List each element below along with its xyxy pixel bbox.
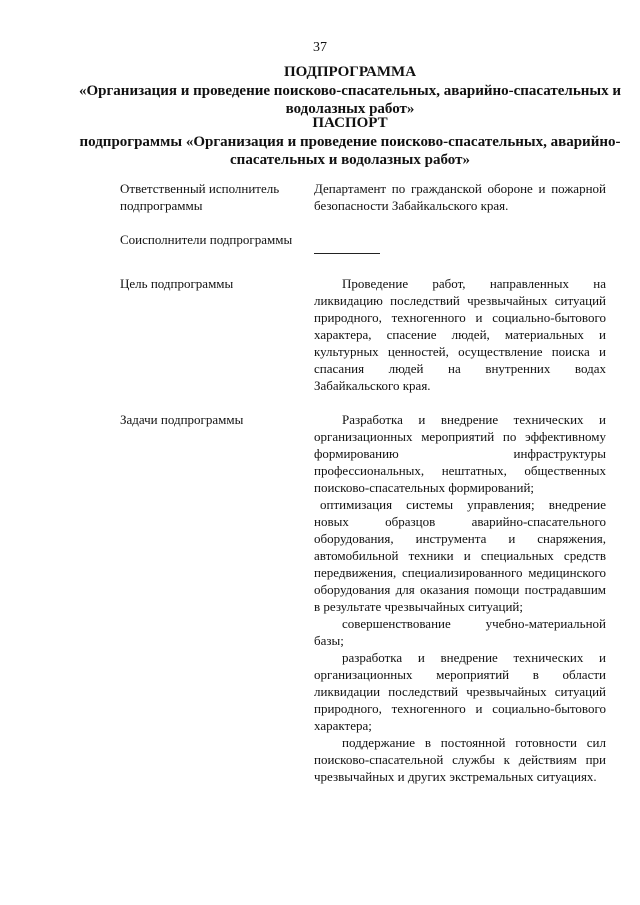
empty-value-line	[314, 253, 380, 254]
row-label: Цель подпрограммы	[120, 276, 234, 291]
subprogram-title: «Организация и проведение поисково-спасательных, аварийно-спасательных и водолазных работ»	[78, 83, 621, 117]
task-item: разработка и внедрение технических и организационных мероприятий в области ликвидации последствий чрезвычайных ситуаций природного, техногенного и социально-бытового характера;	[314, 650, 606, 733]
passport-row-coexecutors	[120, 231, 610, 258]
task-item: поддержание в постоянной готовности сил поисково-спасательной службы к действиям при чрезвычайных и других экстремальных ситуациях.	[314, 735, 606, 784]
row-value	[314, 180, 606, 214]
executor-text: Департамент по гражданской обороне и пожарной безопасности Забайкальского края.	[314, 181, 606, 213]
passport-title: подпрограммы «Организация и проведение поисково-спасательных, аварийно-спасательных и водолазных работ»	[79, 134, 621, 168]
task-item: Разработка и внедрение технических и организационных мероприятий по эффективному формированию инфраструктуры профессиональных, нештатных, общественных поисково-спасательных формирований;	[314, 412, 606, 495]
task-item: оптимизация системы управления; внедрение новых образцов аварийно-спасательного оборудования, инструмента и снаряжения, автомобильной техники и специальных средств передвижения, специализированного медицинского оборудования для оказания помощи пострадавшим в результате чрезвычайных ситуаций;	[314, 497, 606, 614]
page-number: 37	[313, 40, 327, 55]
row-label: Задачи подпрограммы	[120, 412, 244, 427]
row-label: Соисполнители подпрограммы	[120, 232, 293, 247]
passport-row-executor	[120, 180, 610, 214]
goal-text: Проведение работ, направленных на ликвидацию последствий чрезвычайных ситуаций природного, техногенного и социально-бытового характера, спасение людей, материальных и культурных ценностей, осуществление поиска и спасания людей на внутренних водах Забайкальского края.	[314, 276, 606, 393]
row-label: Ответственный исполнитель подпрограммы	[120, 181, 280, 213]
passport-row-tasks	[120, 411, 610, 785]
row-value	[314, 275, 606, 394]
passport-heading: ПАСПОРТ	[312, 115, 388, 131]
row-value	[314, 231, 606, 258]
row-value	[314, 411, 606, 785]
passport-row-goal	[120, 275, 610, 394]
task-item: совершенствование учебно-материальной базы;	[314, 616, 606, 648]
subprogram-heading: ПОДПРОГРАММА	[283, 64, 417, 80]
passport-table	[120, 180, 610, 802]
